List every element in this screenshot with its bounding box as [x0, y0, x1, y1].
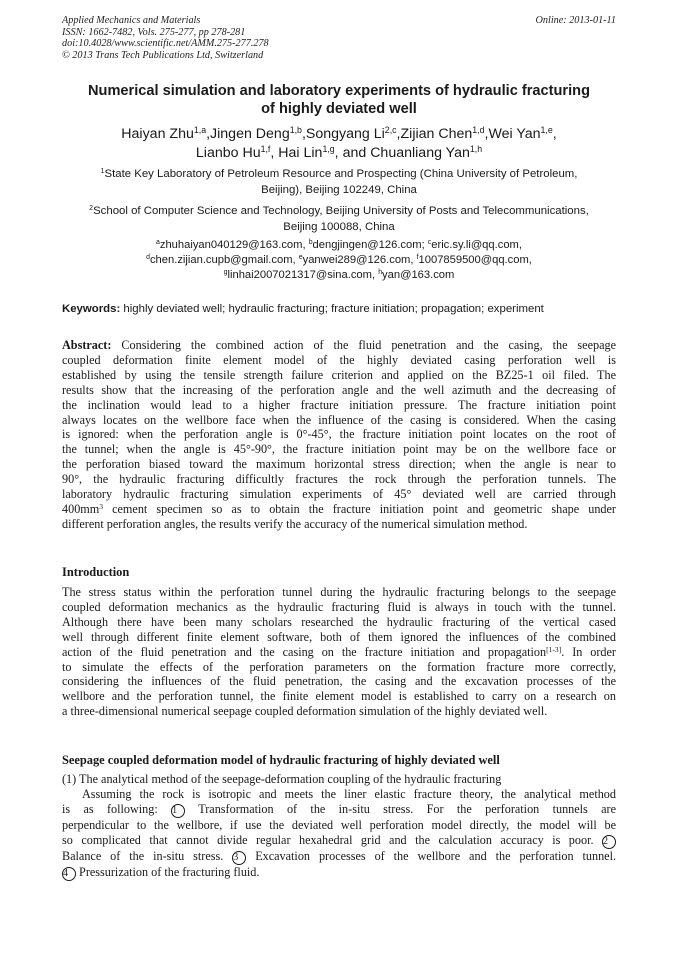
- email-link[interactable]: 1007859500@qq.com: [418, 254, 529, 266]
- email-sup: b: [308, 239, 313, 247]
- author-name: Haiyan Zhu: [121, 126, 194, 142]
- issn-line: ISSN: 1662-7482, Vols. 275-277, pp 278-281: [62, 26, 246, 38]
- email-link[interactable]: linhai2007021317@sina.com: [227, 269, 372, 281]
- affiliation-line: [60, 203, 618, 219]
- author-name: Zijian Chen: [400, 126, 473, 142]
- abstract-line: always locates on the wellbore face when the influence of the casing is considered. When the casing: [62, 412, 616, 427]
- abstract-line: 90°, the hydraulic fracturing difficultly fractures the rock through the perforation tunnels. The: [62, 472, 616, 487]
- abstract-line: is ignored: when the perforation angle is 0°-45°, the fracture initiation point locates on the root of: [62, 427, 616, 442]
- abstract-sup: 3: [99, 501, 104, 511]
- circled-number-4: 4: [62, 867, 76, 881]
- abstract-text: 400mm: [62, 501, 100, 516]
- paragraph-line: Assuming the rock is isotropic and meets the liner elastic fracture theory, the analytical method: [82, 786, 616, 801]
- abstract-line: laboratory hydraulic fracturing simulation experiments of 45° deviated well are carried through: [62, 487, 616, 502]
- paragraph-line: coupled deformation mechanics as the hydraulic fracturing fluid is always in touch with the tunnel.: [62, 599, 616, 614]
- author-sup: 2,c: [384, 125, 397, 136]
- paragraph-line: [62, 645, 616, 660]
- abstract-line: established by using the tensile strength failure criterion and applied on the BZ25-1 oil filed. The: [62, 367, 616, 382]
- affiliation-sup: 2: [89, 205, 94, 213]
- keywords-text: highly deviated well; hydraulic fracturing; fracture initiation; propagation; experiment: [123, 303, 544, 315]
- circled-number-2: 2: [602, 835, 616, 849]
- affiliation-line: [60, 166, 618, 182]
- affiliation-sup: 1: [100, 168, 105, 176]
- online-date: Online: 2013-01-11: [535, 15, 616, 26]
- title-line-1: Numerical simulation and laboratory experiments of hydraulic fracturing: [88, 83, 590, 99]
- author-name: Hai Lin: [278, 144, 323, 161]
- abstract-label: Abstract:: [62, 338, 112, 352]
- paragraph-text: . In order: [561, 644, 616, 659]
- title-line-2: of highly deviated well: [261, 101, 417, 117]
- keywords: [62, 302, 618, 317]
- affiliation-line: Beijing 100088, China: [283, 221, 395, 233]
- seepage-paragraph: [62, 772, 616, 881]
- author-sup: 1,e: [540, 125, 553, 136]
- paragraph-line: considering the influences of the fluid penetration, the casing and the excavation processes of the: [62, 674, 616, 689]
- abstract-line: the tunnel; when the angle is 45°-90°, the fracture initiation point may be on the wellbore face or: [62, 442, 616, 457]
- email-sup: a: [156, 239, 160, 247]
- author-line-2: Lianbo Hu$^{1,f}$, Hai Lin$^{1,g}$, and Chuanliang Yan$^{1,h}$: [195, 143, 483, 161]
- abstract-line: [62, 502, 616, 517]
- affiliation-text: School of Computer Science and Technology, Beijing University of Posts and Telecommunications,: [93, 205, 589, 217]
- email-link[interactable]: yan@163.com: [382, 269, 455, 281]
- copyright-line: © 2013 Trans Tech Publications Ltd, Switzerland: [62, 49, 264, 61]
- abstract-line: the perforation biased toward the maximum horizontal stress direction; when the angle is near to: [62, 457, 616, 472]
- email-sup: g: [223, 269, 228, 277]
- email-link[interactable]: dengjingen@126.com: [312, 239, 422, 251]
- email-link[interactable]: yanwei289@126.com: [302, 254, 411, 266]
- circled-number-3: 3: [232, 851, 246, 865]
- author-connector: and: [342, 144, 367, 161]
- doi-line: doi:10.4028/www.scientific.net/AMM.275-277.278: [62, 38, 269, 50]
- author-sup: 1,b: [289, 125, 302, 136]
- paragraph-line: Although there have been many scholars researched the hydraulic fracturing of the vertical cased: [62, 614, 616, 629]
- section-heading-introduction: Introduction: [62, 565, 130, 579]
- email-sup: c: [427, 239, 432, 247]
- paragraph-line: The stress status within the perforation tunnel during the hydraulic fracturing belongs to the seepage: [62, 585, 616, 599]
- paragraph-line: [62, 833, 616, 849]
- author-list: [50, 125, 628, 162]
- introduction-paragraph: [62, 585, 616, 719]
- circled-number-1: 1: [171, 804, 185, 818]
- abstract-text: cement specimen so as to obtain the fracture initiation point and geometric shape under: [103, 501, 616, 516]
- paragraph-text: Excavation processes of the wellbore and the perforation tunnel.: [255, 848, 617, 863]
- abstract-line: [62, 338, 616, 353]
- abstract-line: different perforation angles, the results verify the accuracy of the numerical simulation method.: [62, 516, 528, 531]
- author-sup: 1,h: [469, 143, 483, 154]
- email-link[interactable]: zhuhaiyan040129@163.com: [159, 239, 303, 251]
- paragraph-text: so complicated that cannot divide regular hexahedral grid and the calculation accuracy is poor.: [62, 832, 594, 847]
- paragraph-text: Pressurization of the fracturing fluid.: [79, 864, 260, 879]
- abstract: [62, 338, 616, 532]
- abstract-line: coupled deformation finite element model of the highly deviated casing perforation well is: [62, 352, 616, 367]
- author-sup: 1,a: [193, 125, 207, 136]
- paragraph-line: [62, 802, 616, 818]
- citation-ref[interactable]: [1-3]: [546, 644, 562, 654]
- section-heading-seepage-model: Seepage coupled deformation model of hydraulic fracturing of highly deviated well: [62, 753, 500, 767]
- affiliation-1: [60, 166, 618, 198]
- email-list: [60, 238, 618, 283]
- email-sup: e: [298, 254, 303, 262]
- paragraph-line: [62, 849, 616, 865]
- paragraph-line: perpendicular to the wellbore, if use the deviated well perforation model directly, the model will be: [62, 817, 616, 832]
- journal-name: Applied Mechanics and Materials: [62, 15, 201, 26]
- author-line-1: Haiyan Zhu$^{1,a}$,Jingen Deng$^{1,b}$,Songyang Li$^{2,c}$,Zijian Chen$^{1,d}$,Wei Yan$^{1,e}$,: [121, 125, 557, 142]
- author-sup: 1,f: [260, 143, 271, 154]
- paragraph-text: action of the fluid penetration and the casing on the fracture initiation and propagation: [62, 644, 547, 659]
- affiliation-text: State Key Laboratory of Petroleum Resource and Prospecting (China University of Petroleum,: [104, 168, 578, 180]
- author-name: Songyang Li: [305, 126, 385, 142]
- paragraph-line: a three-dimensional numerical seepage coupled deformation simulation of the highly deviated well.: [62, 704, 548, 719]
- affiliation-line: Beijing), Beijing 102249, China: [261, 184, 417, 196]
- email-link[interactable]: chen.zijian.cupb@gmail.com: [149, 254, 293, 266]
- keywords-label: Keywords:: [62, 303, 121, 315]
- paragraph-line: (1) The analytical method of the seepage-deformation coupling of the hydraulic fracturing: [62, 772, 502, 786]
- abstract-text: Considering the combined action of the fluid penetration and the casing, the seepage: [121, 338, 616, 352]
- paragraph-text: Transformation of the in-situ stress. For the perforation tunnels are: [198, 801, 617, 816]
- author-sup: 1,g: [322, 143, 335, 154]
- email-sup: h: [378, 269, 383, 277]
- author-name: Chuanliang Yan: [370, 144, 470, 161]
- paragraph-line: well through different finite element software, both of them ignored the influences of the combined: [62, 629, 616, 644]
- journal-header: [62, 15, 269, 61]
- author-name: Wei Yan: [488, 126, 541, 142]
- abstract-line: results show that the increasing of the perforation angle and the well azimuth and the decreasing of: [62, 382, 616, 397]
- email-link[interactable]: eric.sy.li@qq.com: [431, 239, 519, 251]
- paper-title: [50, 82, 628, 118]
- paragraph-text: Balance of the in-situ stress.: [62, 848, 224, 863]
- paragraph-line: wellbore and the perforation tunnel, the finite element model is established to carry on a research on: [62, 689, 616, 704]
- author-name: Lianbo Hu: [195, 144, 261, 161]
- abstract-line: the inclination would lead to a higher fracture initiation pressure. The fracture initiation point: [62, 397, 616, 412]
- paragraph-line: [62, 865, 616, 881]
- email-sup: f: [416, 254, 419, 262]
- email-line-3: $^g$linhai2007021317@sina.com, $^h$yan@163.com: [223, 269, 455, 281]
- paragraph-text: is as following:: [62, 801, 158, 816]
- email-sup: d: [146, 254, 150, 262]
- affiliation-2: [60, 203, 618, 235]
- email-line-2: $^d$chen.zijian.cupb@gmail.com, $^e$yanwei289@126.com, $^f$1007859500@qq.com,: [146, 254, 532, 266]
- author-sup: 1,d: [472, 125, 485, 136]
- author-name: Jingen Deng: [210, 126, 290, 142]
- paragraph-line: to simulate the effects of the perforation parameters on the formation fracture more correctly,: [62, 659, 616, 674]
- email-line-1: $^a$zhuhaiyan040129@163.com, $^b$dengjingen@126.com; $^c$eric.sy.li@qq.com,: [156, 239, 522, 251]
